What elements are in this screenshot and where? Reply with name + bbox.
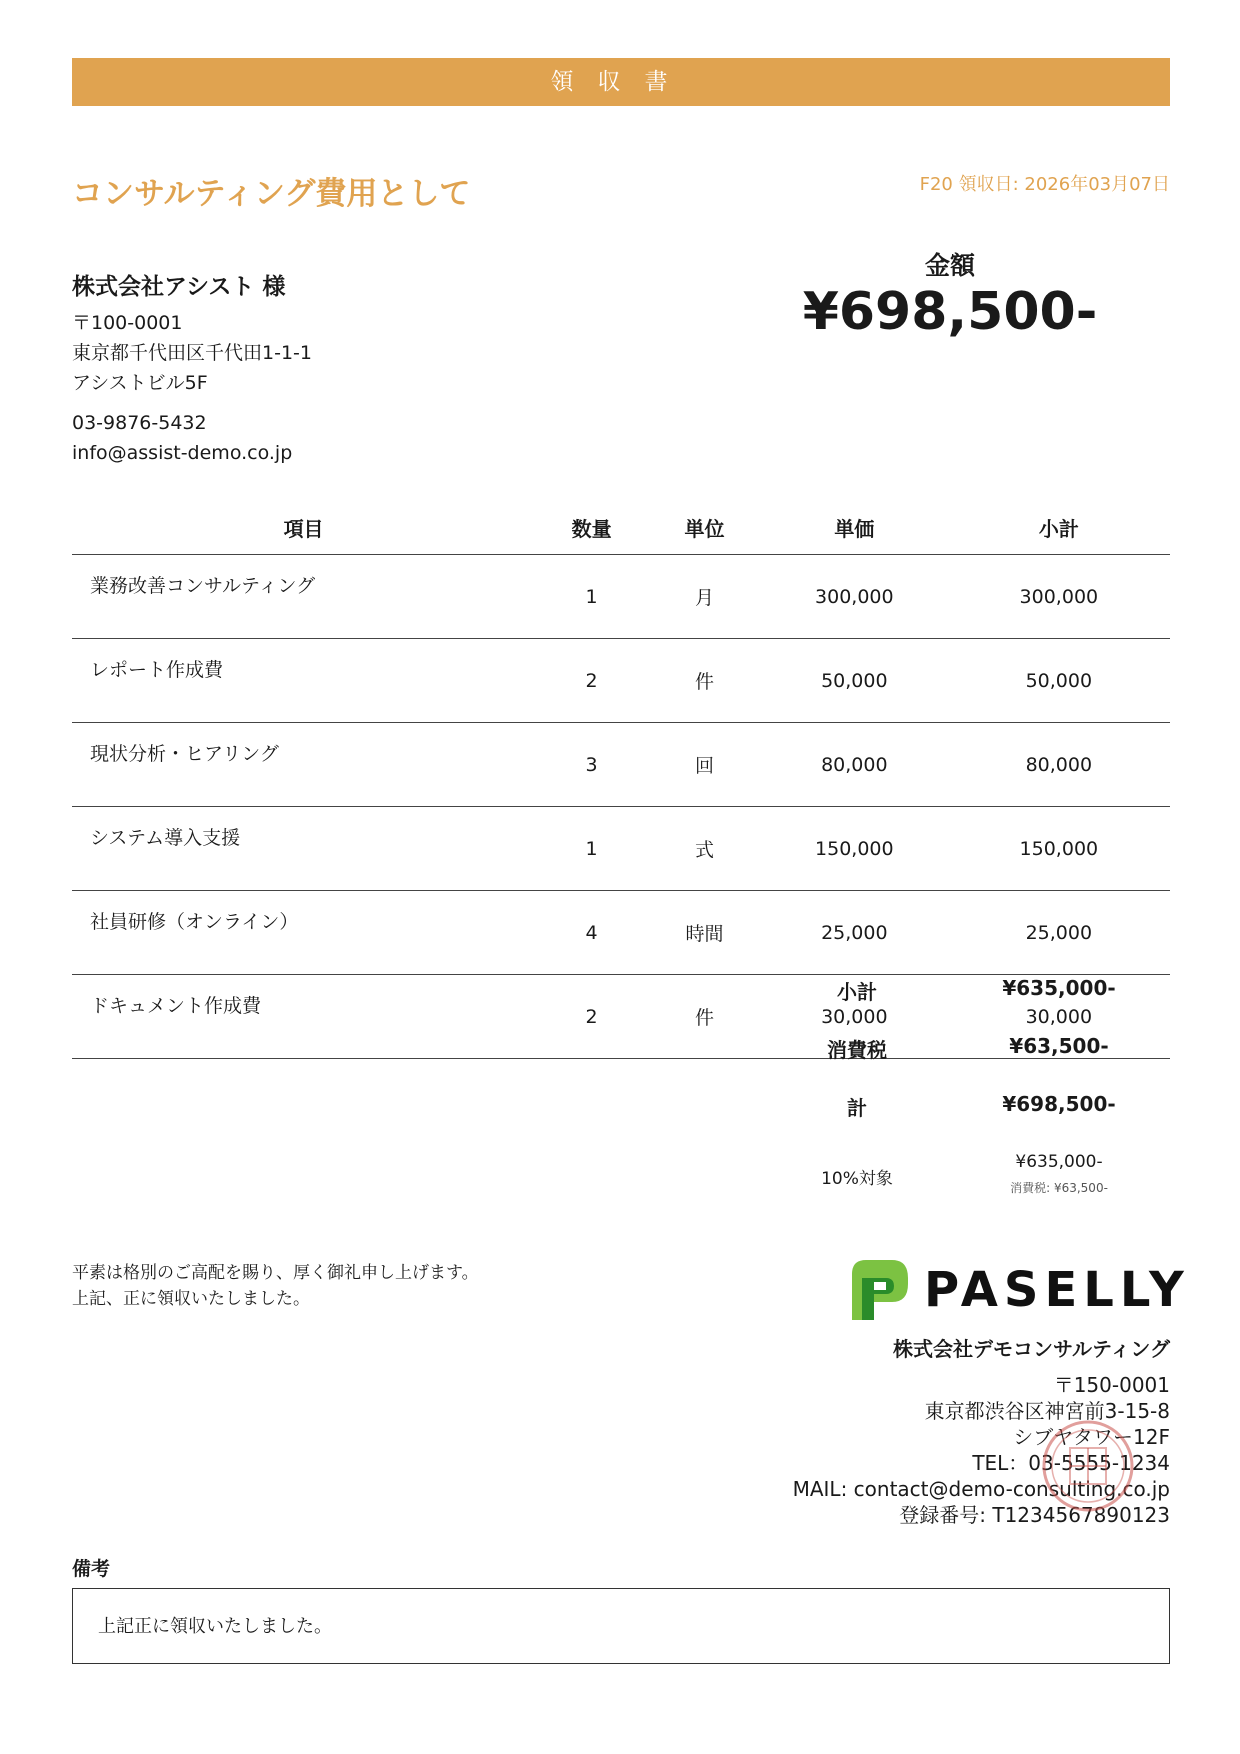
item-unit: 式 <box>648 807 761 891</box>
item-unit: 件 <box>648 639 761 723</box>
item-unit: 回 <box>648 723 761 807</box>
tax-rate-base: ¥635,000- <box>1015 1152 1103 1172</box>
amount-label: 金額 <box>924 251 975 280</box>
subtotal-value: ¥635,000- <box>1002 976 1116 1000</box>
table-header-row <box>72 500 1170 555</box>
receipt-meta <box>920 170 1170 196</box>
note-line-1: 平素は格別のご高配を賜り、厚く御礼申し上げます。 <box>72 1263 479 1283</box>
col-header-subtotal: 小計 <box>948 500 1170 555</box>
issuer-tel: TEL：03-5555-1234 <box>972 1451 1170 1475</box>
table-row <box>72 891 1170 975</box>
item-price: 25,000 <box>761 891 948 975</box>
tax-rate-label: 10%対象 <box>821 1169 893 1189</box>
item-price: 300,000 <box>761 555 948 639</box>
item-subtotal: 25,000 <box>948 891 1170 975</box>
col-header-qty: 数量 <box>535 500 648 555</box>
tax-rate-tax: 消費税: ¥63,500- <box>1010 1181 1108 1195</box>
client-name: 株式会社アシスト 様 <box>72 274 286 300</box>
thanks-note <box>72 1260 479 1312</box>
item-name: レポート作成費 <box>72 639 535 723</box>
client-postal: 〒100-0001 <box>72 312 183 334</box>
item-qty: 1 <box>535 807 648 891</box>
item-price: 150,000 <box>761 807 948 891</box>
remarks-text: 上記正に領収いたしました。 <box>98 1616 332 1637</box>
item-subtotal: 300,000 <box>948 555 1170 639</box>
client-email: info@assist-demo.co.jp <box>72 442 293 464</box>
item-unit: 時間 <box>648 891 761 975</box>
table-row <box>72 555 1170 639</box>
issuer-mail: MAIL: contact@demo-consulting.co.jp <box>792 1477 1170 1501</box>
amount-value: ¥698,500- <box>802 282 1098 342</box>
item-name: ドキュメント作成費 <box>72 975 535 1059</box>
client-address-line1: 東京都千代田区千代田1-1-1 <box>72 342 312 364</box>
company-logo <box>852 1260 1190 1320</box>
item-subtotal: 50,000 <box>948 639 1170 723</box>
col-header-price: 単価 <box>761 500 948 555</box>
total-label: 計 <box>847 1096 867 1120</box>
tax-label: 消費税 <box>827 1038 887 1062</box>
issuer-name: 株式会社デモコンサルティング <box>893 1337 1170 1361</box>
subtotal-label: 小計 <box>837 980 877 1004</box>
receipt-subject: コンサルティング費用として <box>72 176 471 212</box>
table-row <box>72 639 1170 723</box>
item-qty: 2 <box>535 639 648 723</box>
document-number: F20 <box>919 174 953 195</box>
item-name: 業務改善コンサルティング <box>72 555 535 639</box>
table-row <box>72 723 1170 807</box>
remarks-label: 備考 <box>72 1558 111 1580</box>
issuer-postal: 〒150-0001 <box>1053 1373 1170 1397</box>
item-unit: 月 <box>648 555 761 639</box>
item-price: 80,000 <box>761 723 948 807</box>
item-qty: 4 <box>535 891 648 975</box>
item-name: システム導入支援 <box>72 807 535 891</box>
table-row <box>72 807 1170 891</box>
item-qty: 1 <box>535 555 648 639</box>
client-contact <box>72 408 292 468</box>
item-name: 社員研修（オンライン） <box>72 891 535 975</box>
logo-wordmark: PASELLY <box>924 1262 1190 1318</box>
tax-value: ¥63,500- <box>1009 1034 1109 1058</box>
item-qty: 3 <box>535 723 648 807</box>
item-subtotal: 150,000 <box>948 807 1170 891</box>
client-address <box>72 308 312 398</box>
item-unit: 件 <box>648 975 761 1059</box>
item-qty: 2 <box>535 975 648 1059</box>
col-header-item: 項目 <box>72 500 535 555</box>
total-value: ¥698,500- <box>1002 1092 1116 1116</box>
client-phone: 03-9876-5432 <box>72 412 207 434</box>
client-address-line2: アシストビル5F <box>72 372 208 394</box>
receipt-date: 領収日: 2026年03月07日 <box>958 174 1170 195</box>
issuer-address-line1: 東京都渋谷区神宮前3-15-8 <box>924 1399 1170 1423</box>
item-name: 現状分析・ヒアリング <box>72 723 535 807</box>
item-price: 50,000 <box>761 639 948 723</box>
issuer-address-line2: シブヤタワー12F <box>1013 1425 1170 1449</box>
issuer-registration-number: 登録番号: T1234567890123 <box>899 1503 1170 1527</box>
company-seal-stamp <box>1040 1418 1136 1514</box>
item-price: 30,000 <box>761 975 948 1059</box>
item-subtotal: 30,000 <box>948 975 1170 1059</box>
note-line-2: 上記、正に領収いたしました。 <box>72 1289 310 1309</box>
seal-stamp-icon <box>1040 1418 1136 1514</box>
col-header-unit: 単位 <box>648 500 761 555</box>
item-subtotal: 80,000 <box>948 723 1170 807</box>
document-title-banner: 領収書 <box>72 58 1170 106</box>
